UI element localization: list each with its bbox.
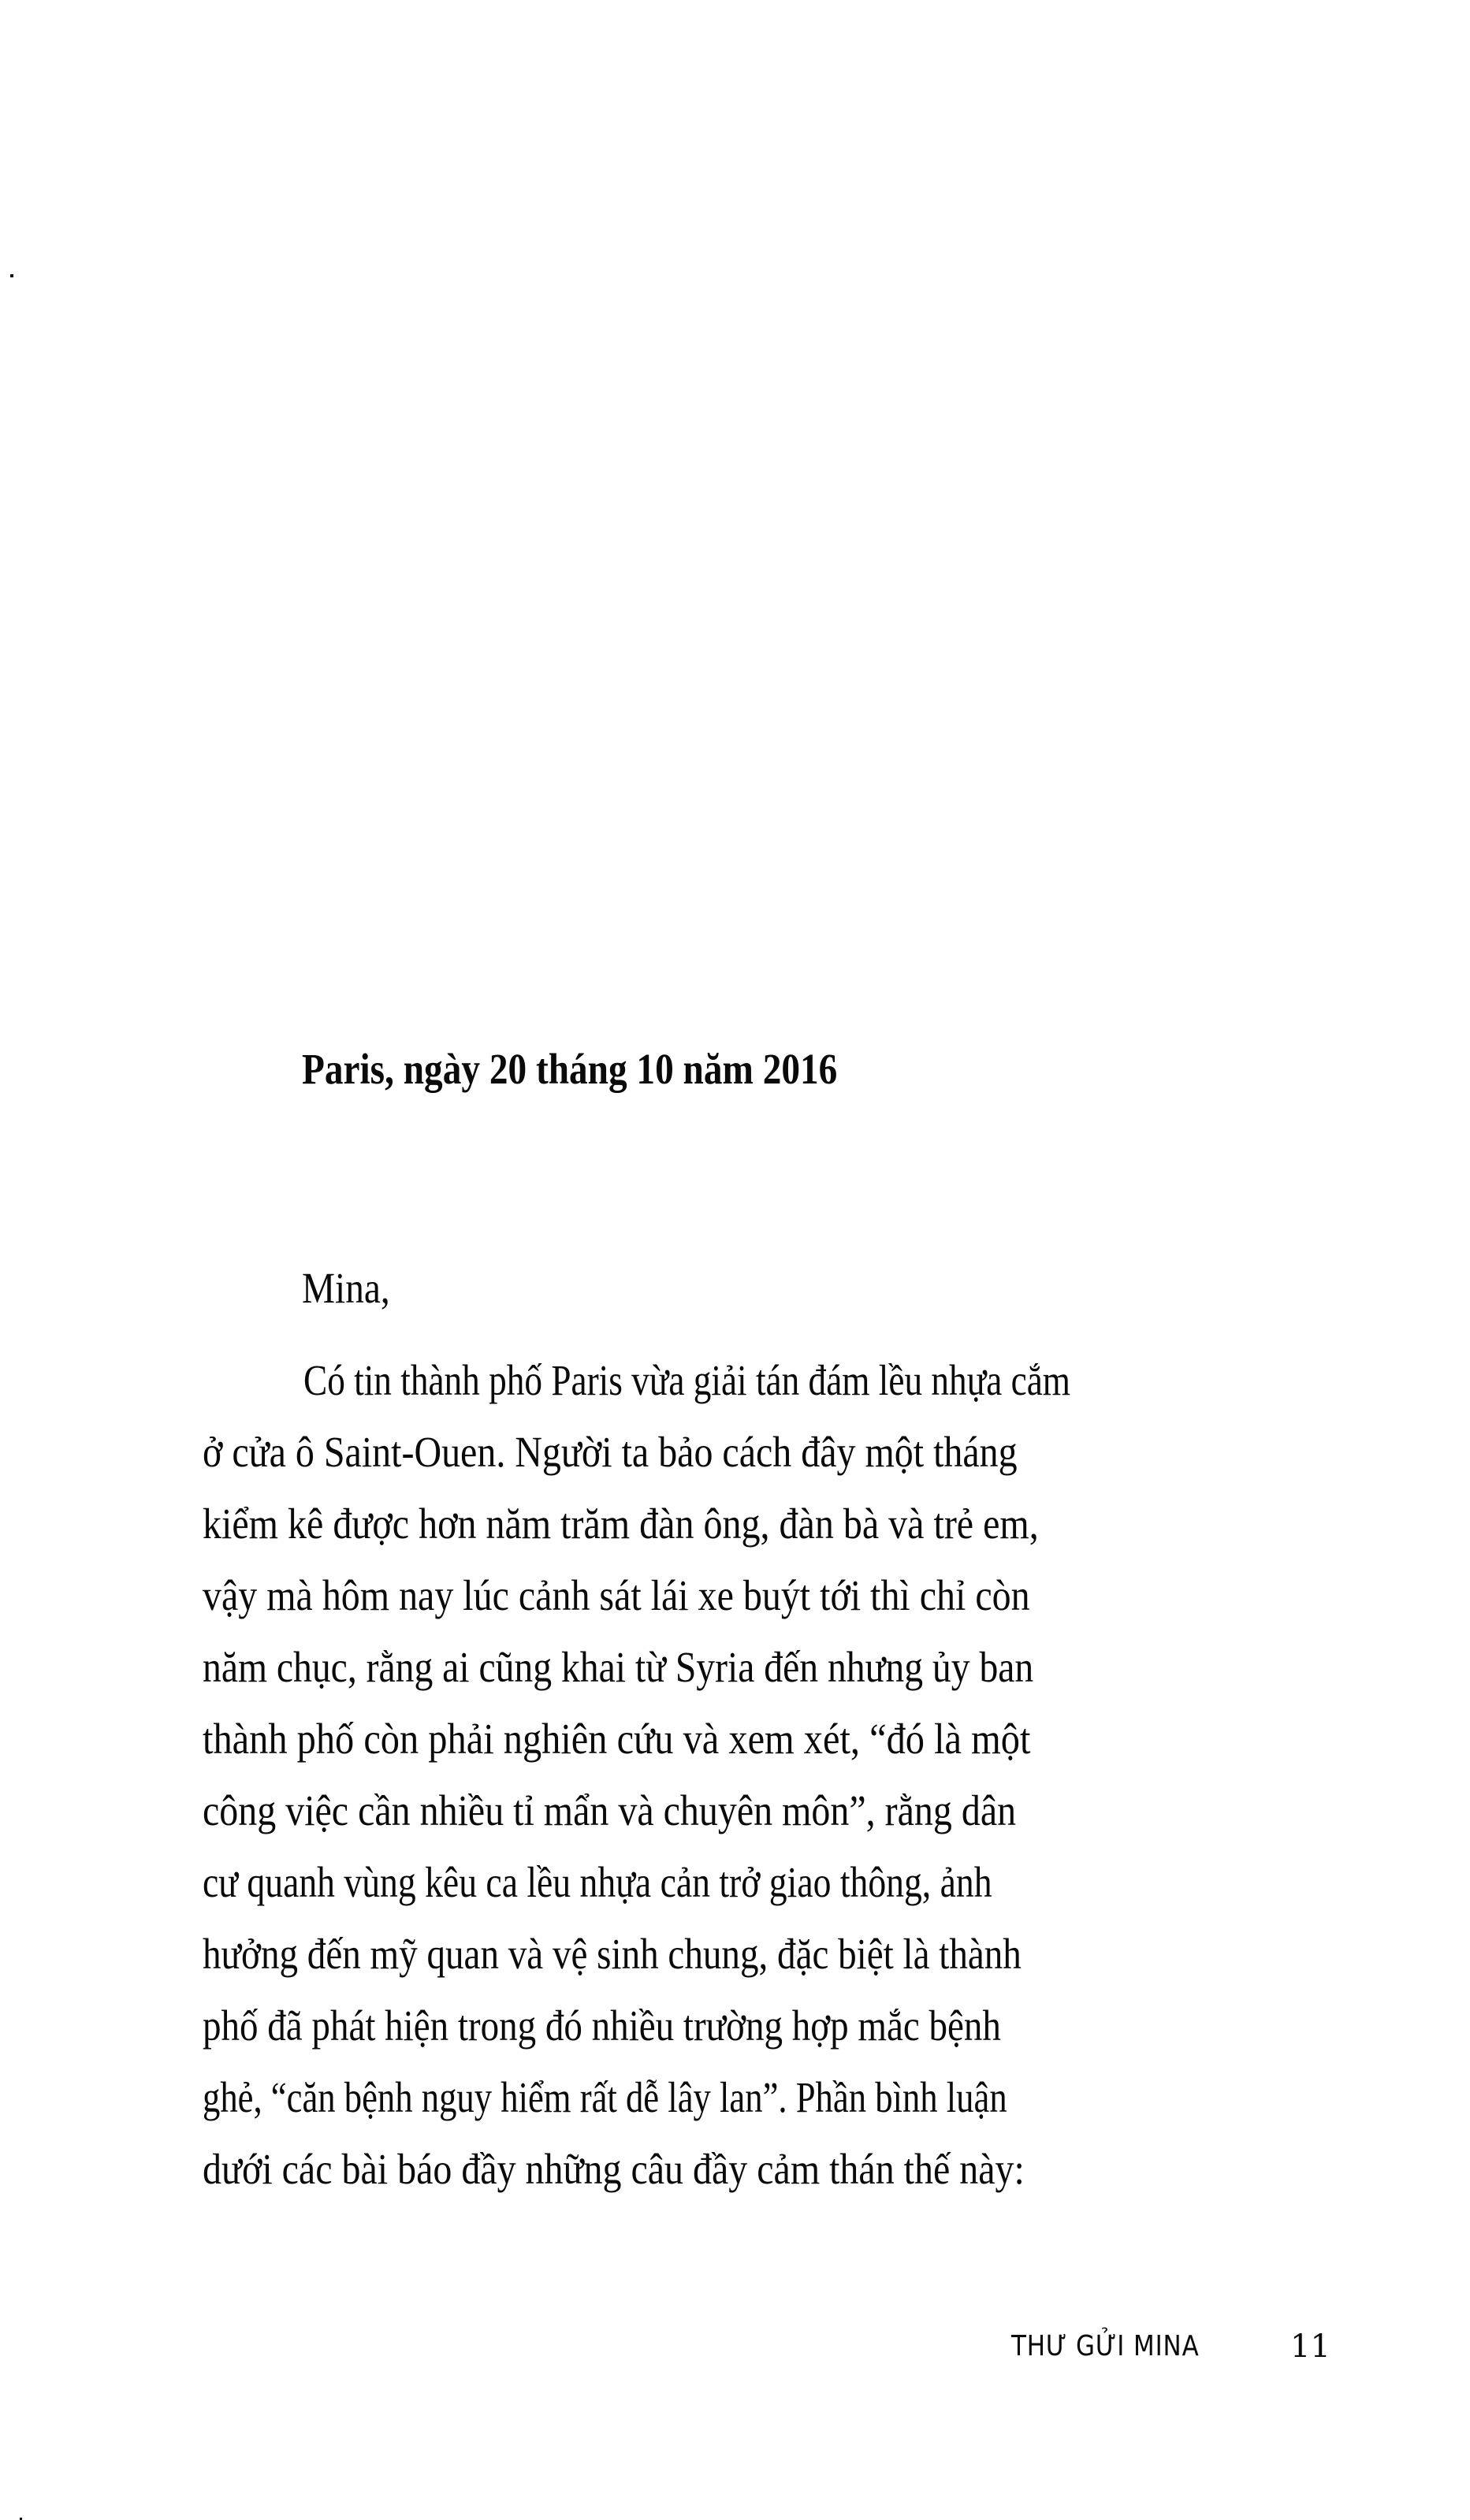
letter-date-heading: Paris, ngày 20 tháng 10 năm 2016 [302,1045,838,1093]
scan-speck [10,274,13,277]
body-line: Có tin thành phố Paris vừa giải tán đám lều nhựa cắm [303,1356,1071,1404]
body-line: phố đã phát hiện trong đó nhiều trường hợp mắc bệnh [203,2002,1001,2050]
body-line: ghẻ, “căn bệnh nguy hiểm rất dễ lây lan”. Phần bình luận [203,2073,1007,2121]
body-line: ở cửa ô Saint-Ouen. Người ta bảo cách đây một tháng [203,1428,1018,1476]
body-line: kiểm kê được hơn năm trăm đàn ông, đàn bà và trẻ em, [203,1500,1039,1548]
body-line: dưới các bài báo đầy những câu đầy cảm thán thế này: [203,2145,1025,2193]
body-line: hưởng đến mỹ quan và vệ sinh chung, đặc biệt là thành [203,1930,1022,1978]
page-number: 11 [1290,2329,1330,2365]
letter-salutation: Mina, [302,1264,390,1312]
body-line: năm chục, rằng ai cũng khai từ Syria đến nhưng ủy ban [203,1643,1034,1691]
body-line: công việc cần nhiều tỉ mẩn và chuyên môn”, rằng dân [203,1786,1017,1834]
running-footer-title: THƯ GỬI MINA [1011,2330,1200,2362]
body-line: cư quanh vùng kêu ca lều nhựa cản trở giao thông, ảnh [203,1858,992,1906]
body-line: thành phố còn phải nghiên cứu và xem xét, “đó là một [203,1715,1031,1763]
body-line: vậy mà hôm nay lúc cảnh sát lái xe buýt tới thì chỉ còn [203,1571,1030,1619]
